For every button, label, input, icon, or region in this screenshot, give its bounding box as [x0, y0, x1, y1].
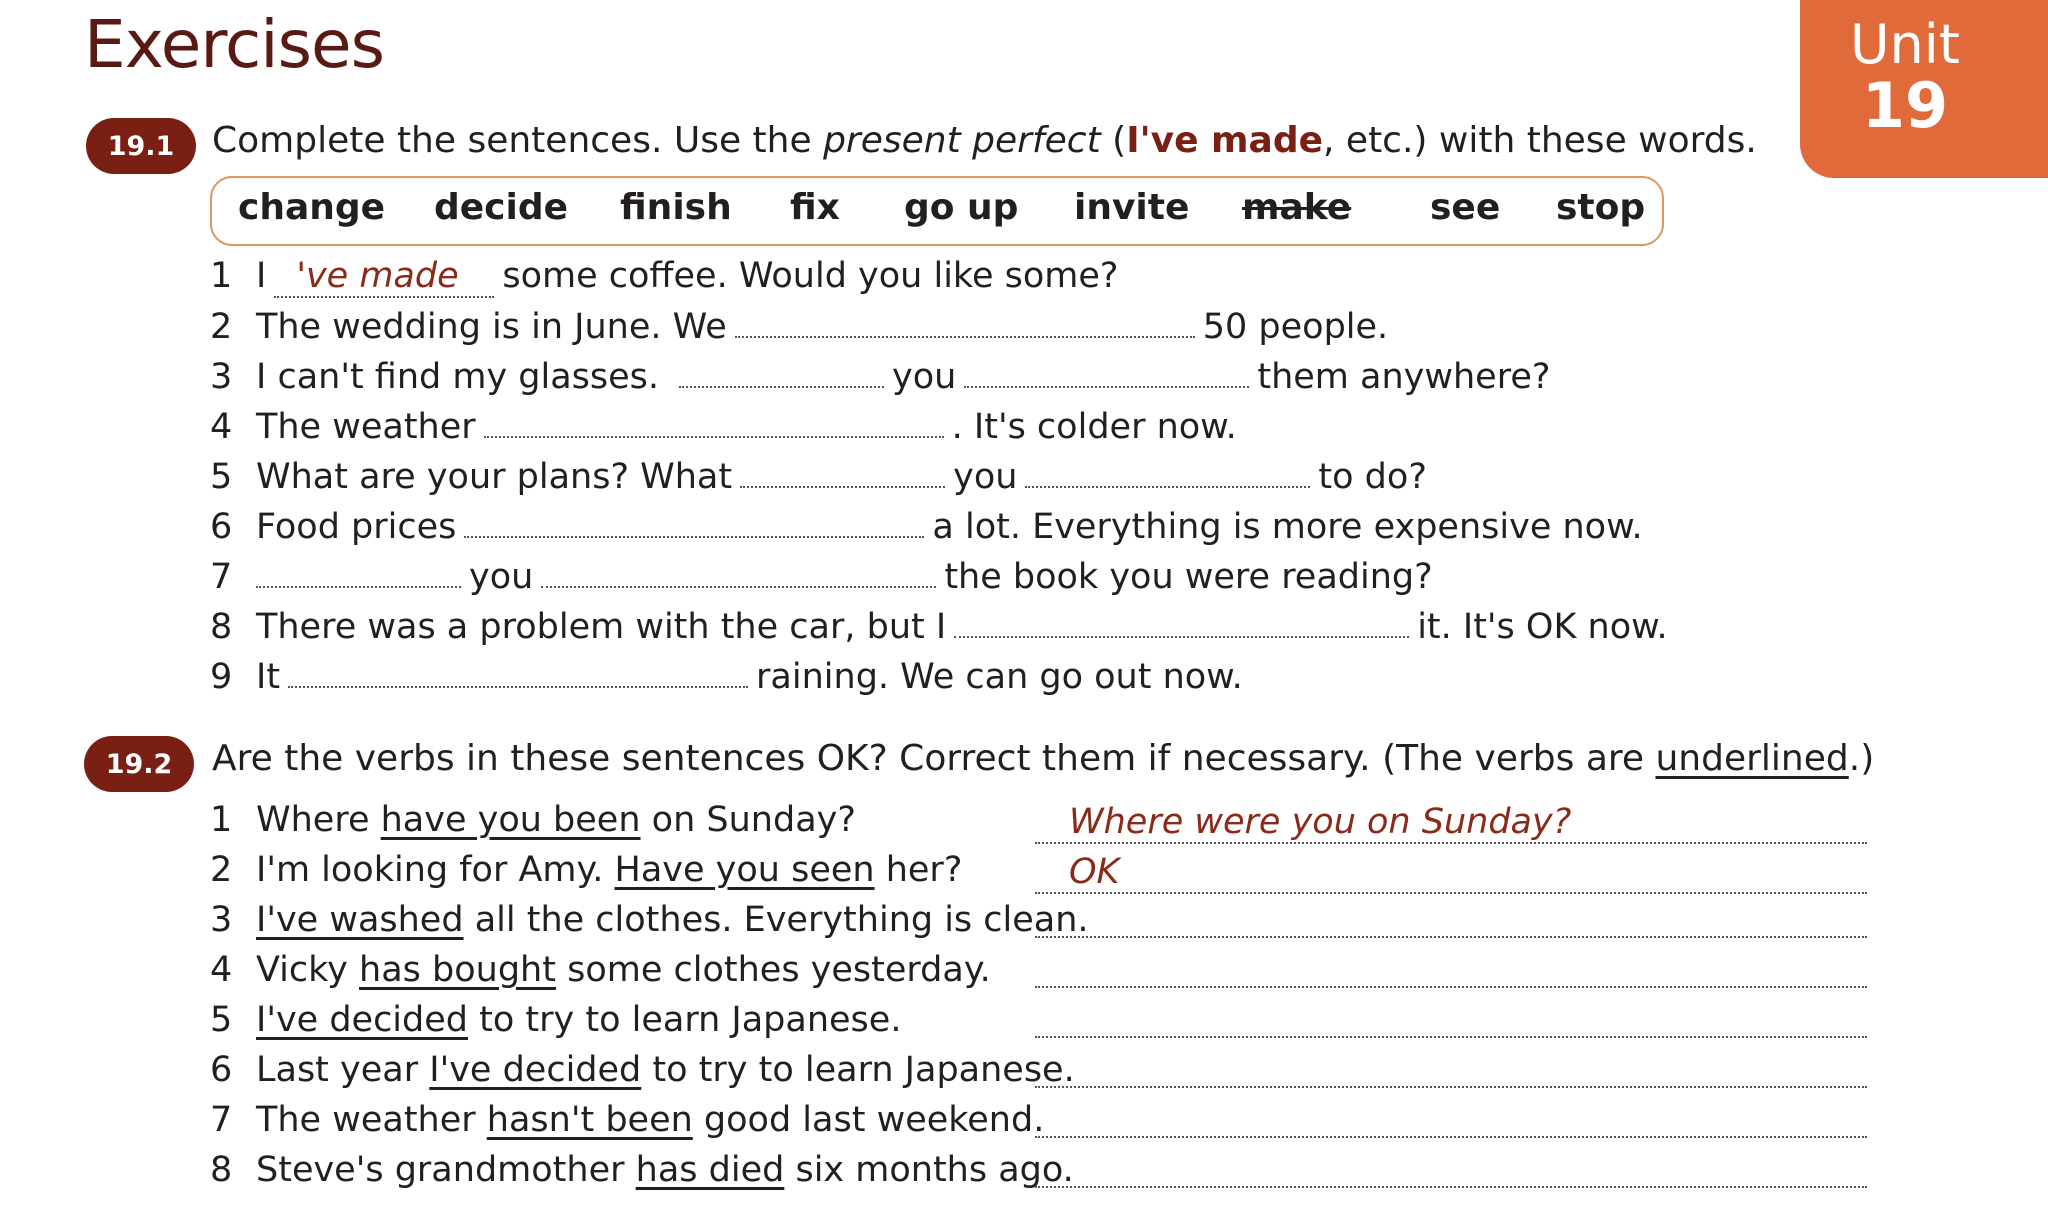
underlined-verb: I've washed — [256, 900, 464, 940]
answer-line[interactable]: OK — [1035, 854, 1867, 894]
answer-blank[interactable] — [679, 356, 884, 388]
answer-blank[interactable] — [1025, 456, 1310, 488]
underlined-verb: I've decided — [429, 1050, 642, 1090]
underlined-verb: Have you seen — [614, 850, 875, 890]
ex1-item-3: 3 I can't find my glasses. you them anywhere? — [210, 357, 1551, 397]
ex1-item-8: 8 There was a problem with the car, but I it. It's OK now. — [210, 607, 1668, 647]
underlined-verb: has died — [635, 1150, 785, 1190]
ex2-item-6: 6 Last year I've decided to try to learn Japanese. — [210, 1050, 1075, 1090]
word-go-up: go up — [904, 187, 1019, 228]
word-see: see — [1430, 187, 1501, 228]
exercise-badge-19-2: 19.2 — [84, 736, 194, 792]
underlined-verb: have you been — [380, 800, 641, 840]
answer-line[interactable] — [1035, 898, 1867, 938]
underlined-verb: has bought — [359, 950, 556, 990]
exercise-badge-19-1: 19.1 — [86, 118, 196, 174]
ex2-item-4: 4 Vicky has bought some clothes yesterday. — [210, 950, 991, 990]
ex1-item-5: 5 What are your plans? What you to do? — [210, 457, 1427, 497]
exercise-instruction-19-2: Are the verbs in these sentences OK? Correct them if necessary. (The verbs are underlined.) — [212, 738, 1875, 779]
word-decide: decide — [434, 187, 569, 228]
ex1-item-1: 1 I 've made some coffee. Would you like some? — [210, 256, 1119, 296]
answer-line[interactable] — [1035, 1148, 1867, 1188]
underlined-verb: hasn't been — [486, 1100, 693, 1140]
answer-blank[interactable] — [256, 556, 461, 588]
ex2-item-1: 1 Where have you been on Sunday? — [210, 800, 856, 840]
ex2-item-7: 7 The weather hasn't been good last weekend. — [210, 1100, 1045, 1140]
ex1-item-7: 7 you the book you were reading? — [210, 557, 1433, 597]
answer-line[interactable]: Where were you on Sunday? — [1035, 804, 1867, 844]
unit-number: 19 — [1861, 69, 1949, 142]
answer-blank[interactable] — [288, 656, 748, 688]
underlined-verb: I've decided — [256, 1000, 468, 1040]
word-finish: finish — [620, 187, 732, 228]
unit-label: Unit — [1850, 13, 1960, 76]
ex1-item-4: 4 The weather . It's colder now. — [210, 407, 1237, 447]
ex2-item-8: 8 Steve's grandmother has died six months ago. — [210, 1150, 1074, 1190]
answer-line[interactable] — [1035, 1048, 1867, 1088]
unit-tab — [1800, 0, 2048, 178]
answer-line[interactable] — [1035, 998, 1867, 1038]
answer-blank[interactable] — [735, 306, 1195, 338]
word-fix: fix — [790, 187, 840, 228]
ex2-item-2: 2 I'm looking for Amy. Have you seen her? — [210, 850, 963, 890]
answer-blank[interactable] — [964, 356, 1249, 388]
answer-line[interactable] — [1035, 1098, 1867, 1138]
ex1-item-9: 9 It raining. We can go out now. — [210, 657, 1243, 697]
ex2-item-5: 5 I've decided to try to learn Japanese. — [210, 1000, 902, 1040]
word-stop: stop — [1556, 187, 1646, 228]
answer-blank[interactable] — [541, 556, 936, 588]
answer-blank[interactable] — [484, 406, 944, 438]
ex2-item-3: 3 I've washed all the clothes. Everything is clean. — [210, 900, 1089, 940]
ex1-item-6: 6 Food prices a lot. Everything is more expensive now. — [210, 507, 1643, 547]
answer-blank[interactable] — [464, 506, 924, 538]
word-make-crossed: make — [1242, 187, 1352, 228]
page-title: Exercises — [84, 6, 385, 83]
ex1-item-2: 2 The wedding is in June. We 50 people. — [210, 307, 1389, 347]
exercise-instruction-19-1: Complete the sentences. Use the present perfect (I've made, etc.) with these words. — [212, 120, 1757, 161]
answer-blank[interactable] — [740, 456, 945, 488]
word-invite: invite — [1074, 187, 1190, 228]
answer-blank[interactable] — [954, 606, 1409, 638]
word-change: change — [238, 187, 386, 228]
word-box — [210, 176, 1664, 246]
answer-blank[interactable]: 've made — [274, 256, 494, 298]
answer-line[interactable] — [1035, 948, 1867, 988]
